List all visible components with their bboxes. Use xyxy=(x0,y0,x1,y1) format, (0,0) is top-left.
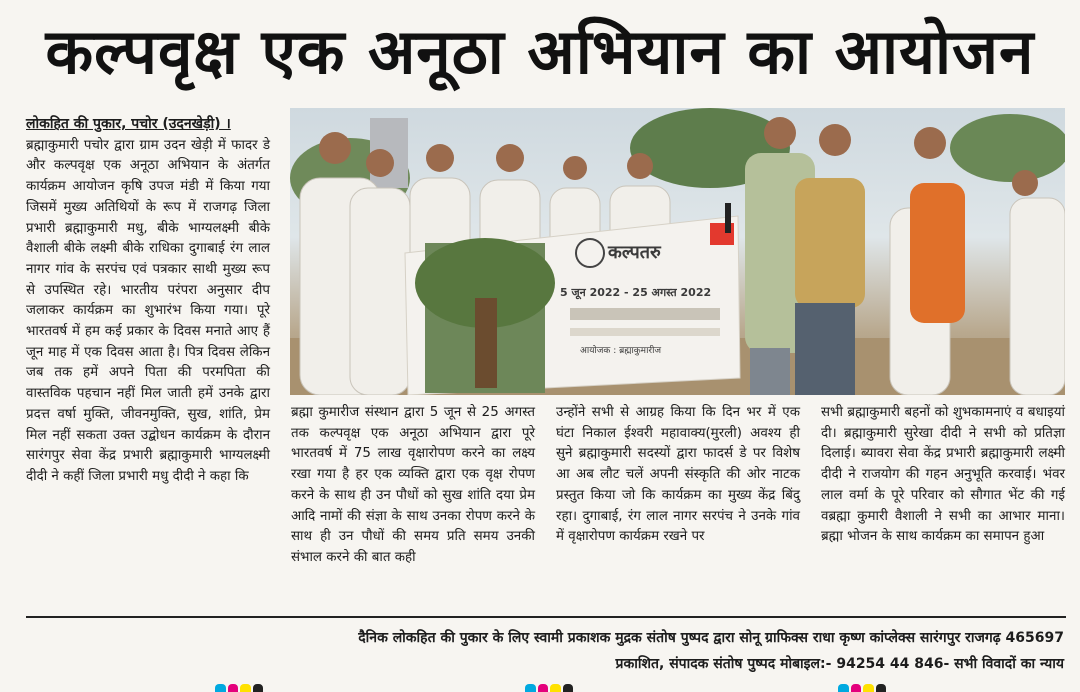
article-column-3 xyxy=(556,403,800,603)
article-text-col3: उन्होंने सभी से आग्रह किया कि दिन भर में एक घंटा निकाल ईश्वरी महावाक्य(मुरली) अवश्य ही सुने ब्रह्माकुमारी सदस्यों द्वारा फादर्स डे पर विशेष आ अब लौट चलें अपनी संस्कृति की ओर नाटक प्रस्तुत किया जो कि कार्यक्रम का मुख्य केंद्र बिंदु रहा। दुगाबाई, रंग लाल नागर सरपंच ने उनके गांव में वृक्षारोपण कार्यक्रम रखने पर xyxy=(556,405,800,545)
article-column-2 xyxy=(291,403,535,603)
print-registration-mark xyxy=(525,684,573,692)
headline: कल्पवृक्ष एक अनूठा अभियान का आयोजन xyxy=(45,15,1035,88)
banner-dates: 5 जून 2022 - 25 अगस्त 2022 xyxy=(560,286,712,299)
article-column-1 xyxy=(26,114,270,604)
imprint-line-2: प्रकाशित, संपादक संतोष पुष्पद मोबाइल:- 94254 44 846- सभी विवादों का न्याय xyxy=(615,656,1064,672)
article-column-4 xyxy=(821,403,1065,603)
banner-title: कल्पतरु xyxy=(608,242,661,263)
imprint-line-1: दैनिक लोकहित की पुकार के लिए स्वामी प्रकाशक मुद्रक संतोष पुष्पद द्वारा सोनू ग्राफिक्स राधा कृष्ण कांप्लेक्स सारंगपुर राजगढ़ 465697 xyxy=(358,630,1064,646)
article-text-col2: ब्रह्मा कुमारीज संस्थान द्वारा 5 जून से 25 अगस्त तक कल्पवृक्ष एक अनूठा अभियान द्वारा पूरे भारतवर्ष में 75 लाख वृक्षारोपण करने का लक्ष्य रखा गया है हर एक व्यक्ति द्वारा एक वृक्ष रोपण करने के साथ ही उन पौधों को सुख शांति दया प्रेम आदि नामों की संज्ञा के साथ उनका रोपण करने के साथ ही उन पौधों की समय प्रति समय उनकी संभाल करने की बात कही xyxy=(291,405,535,565)
event-photo xyxy=(290,108,1065,395)
article-text-col4: सभी ब्रह्माकुमारी बहनों को शुभकामनाएं व बधाइयां दी। ब्रह्माकुमारी सुरेखा दीदी ने सभी को प्रतिज्ञा दिलाई। ब्यावरा सेवा केंद्र प्रभारी ब्रह्माकुमारी लक्ष्मी दीदी ने राजयोग की गहन अनुभूति करवाई। भंवर लाल वर्मा के पूरे परिवार को सौगात भेंट की गई वब्रह्मा कुमारी वैशाली ने सभी का आभार माना। ब्रह्मा भोजन के साथ कार्यक्रम का समापन हुआ xyxy=(821,405,1065,545)
dateline: लोकहित की पुकार, पचोर (उदनखेड़ी) । xyxy=(26,116,231,132)
event-photo-illustration xyxy=(290,108,1065,395)
campaign-banner xyxy=(405,216,740,395)
footer-divider xyxy=(26,616,1066,618)
article-text-col1: ब्रह्माकुमारी पचोर द्वारा ग्राम उदन खेड़ी में फादर डे और कल्पवृक्ष एक अनूठा अभियान के अंतर्गत कार्यक्रम आयोजन कृषि उपज मंडी में किया गया जिसमें मुख्य अतिथियों के रूप में राजगढ़ जिला प्रभारी ब्रह्माकुमारी मधु, बीके भाग्यलक्ष्मी बीके वैशाली बीके लक्ष्मी बीके राधिका दुगाबाई रंग लाल नागर गांव के सरपंच एवं पत्रकार साथी मुख्य रूप से उपस्थित रहे। भारतीय परंपरा अनुसार दीप जलाकर कार्यक्रम का शुभारंभ किया गया। पूरे भारतवर्ष में हम कई प्रकार के दिवस मनाते आए हैं जून माह में एक दिवस आता है। पित्र दिवस लेकिन जब तक हमें अपने पिता की परमपिता की वास्तविक पहचान नहीं मिल जाती हमें उनके द्वारा प्रदत्त वर्षा मुक्ति, जीवनमुक्ति, सुख, शांति, प्रेम मिल नहीं सकता उक्त उद्बोधन कार्यक्रम के दौरान सारंगपुर सेवा केंद्र प्रभारी ब्रह्माकुमारी भाग्यलक्ष्मी दीदी ने कहीं जिला प्रभारी मधु दीदी ने कहा कि xyxy=(26,137,270,484)
banner-organizer: आयोजक : ब्रह्माकुमारीज xyxy=(580,346,662,356)
print-registration-mark xyxy=(838,684,886,692)
print-registration-mark xyxy=(215,684,263,692)
